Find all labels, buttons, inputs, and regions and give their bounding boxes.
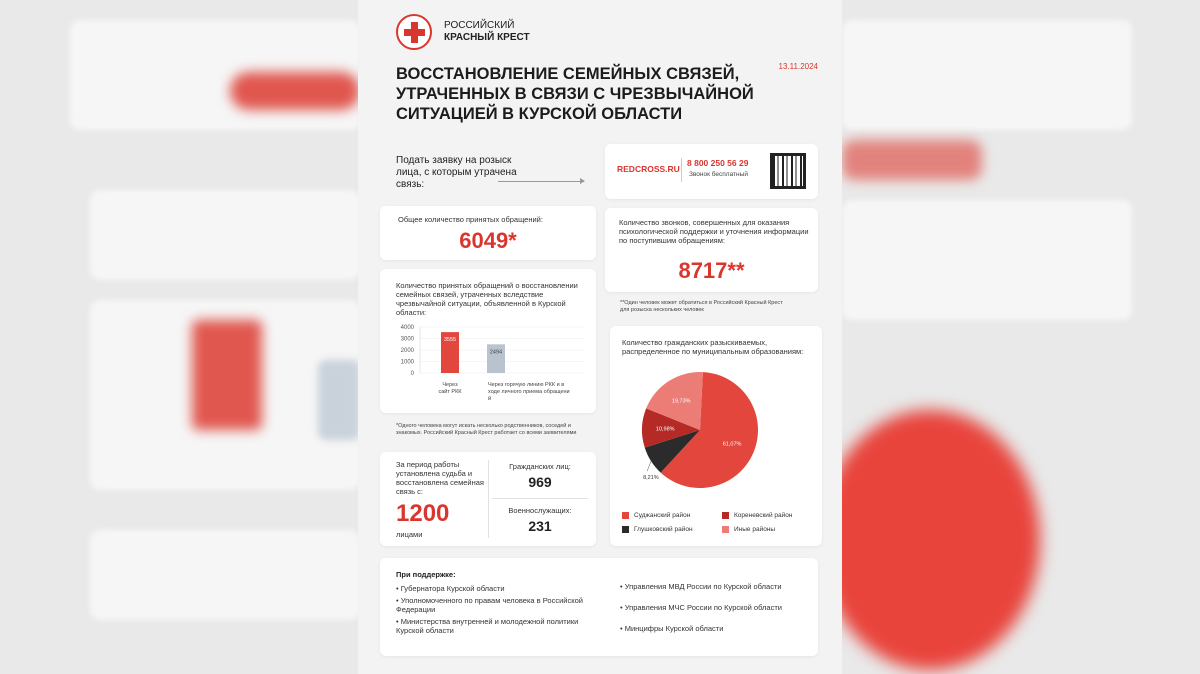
y-tick-label: 1000 <box>400 359 414 366</box>
bar-value-label: 2494 <box>489 349 503 356</box>
qr-code-icon[interactable] <box>770 153 806 189</box>
total-requests-label: Общее количество принятых обращений: <box>398 215 543 224</box>
pie-value-label: 19,73% <box>671 398 691 405</box>
civil-label: Гражданских лиц: <box>509 462 571 471</box>
legend-swatch <box>722 512 729 519</box>
y-tick-label: 4000 <box>400 325 414 331</box>
x-tick-label: Через горячую линию РКК и в <box>488 382 565 388</box>
divider <box>681 158 682 182</box>
calls-value: 8717** <box>678 258 745 283</box>
support-title: При поддержке: <box>396 570 456 579</box>
hotline-phone[interactable]: 8 800 250 56 29 <box>687 158 749 168</box>
military-label: Военнослужащих: <box>508 506 572 515</box>
legend-swatch <box>622 526 629 533</box>
arrow-right-icon <box>498 181 584 182</box>
pie-value-label: 10,98% <box>655 426 675 433</box>
infographic-sheet <box>358 0 842 674</box>
org-name-line2: КРАСНЫЙ КРЕСТ <box>444 32 530 43</box>
military-value: 231 <box>528 518 552 534</box>
restored-card <box>380 452 596 546</box>
blurred-bar <box>318 360 360 440</box>
blurred-card <box>90 530 360 620</box>
hotline-note: Звонок бесплатный <box>689 171 748 178</box>
blurred-card <box>842 200 1132 320</box>
blurred-pie <box>820 410 1040 670</box>
blurred-card <box>90 190 360 280</box>
x-tick-label: й <box>488 396 492 402</box>
legend-item <box>722 526 775 533</box>
apply-text: Подать заявку на розыск лица, с которым утрачена связь: <box>396 155 517 190</box>
legend-label: Иные районы <box>734 526 776 533</box>
support-card <box>380 558 818 656</box>
bar-chart-card <box>380 269 596 413</box>
support-item: • Минцифры Курской области <box>620 624 724 633</box>
website-link[interactable]: REDCROSS.RU <box>617 164 680 174</box>
y-tick-label: 3000 <box>400 336 414 343</box>
restored-value: 1200 <box>396 500 450 527</box>
page-title: ВОССТАНОВЛЕНИЕ СЕМЕЙНЫХ СВЯЗЕЙ, УТРАЧЕННЫХ В СВЯЗИ С ЧРЕЗВЫЧАЙНОЙ СИТУАЦИЕЙ В КУРСКОЙ ОБЛАСТИ <box>396 65 754 123</box>
legend-swatch <box>622 512 629 519</box>
restored-label: За период работы установлена судьба и восстановлена семейная связь с: <box>396 460 484 496</box>
civil-value: 969 <box>528 474 552 490</box>
legend-swatch <box>722 526 729 533</box>
calls-footnote: **Один человек может обратиться в Российский Красный Крест для розыска нескольких человек <box>620 300 783 313</box>
blurred-bar <box>192 320 262 430</box>
legend-item <box>622 512 690 519</box>
leader-line <box>647 461 651 471</box>
total-requests-value: 6049* <box>459 228 517 253</box>
pie-value-label: 61,07% <box>722 441 742 448</box>
total-requests-card <box>380 206 596 260</box>
x-tick-label: сайт РКК <box>438 389 462 395</box>
legend-label: Глушковский район <box>634 526 693 533</box>
legend-item <box>622 526 693 533</box>
x-tick-label: Через <box>442 382 458 388</box>
legend-item <box>722 512 792 519</box>
restored-unit: лицами <box>396 530 423 539</box>
bar-value-label: 3555 <box>443 337 457 344</box>
publication-date: 13.11.2024 <box>778 62 818 71</box>
blurred-card <box>842 20 1132 130</box>
divider <box>488 460 489 538</box>
support-item: • Губернатора Курской области <box>396 584 505 593</box>
pie-value-label: 8,21% <box>643 475 659 482</box>
calls-card <box>605 208 818 292</box>
red-cross-logo-icon <box>396 14 432 50</box>
x-tick-label: ходе личного приема обращени <box>488 389 570 395</box>
support-item: • Министерства внутренней и молодежной политики Курской области <box>396 617 579 635</box>
contacts-card <box>605 144 818 199</box>
pie-chart-label: Количество гражданских разыскиваемых, распределенное по муниципальным образованиям: <box>622 338 804 356</box>
divider <box>492 498 588 499</box>
support-item: • Управления МЧС России по Курской области <box>620 603 782 612</box>
legend-label: Кореневский район <box>734 512 793 519</box>
calls-label: Количество звонков, совершенных для оказания психологической поддержки и уточнения информации по поступившим обращениям: <box>619 218 809 245</box>
org-name <box>444 20 530 44</box>
org-name-line1: РОССИЙСКИЙ <box>444 20 515 31</box>
blurred-accent <box>842 140 982 180</box>
bar-chart <box>380 269 596 413</box>
blurred-accent <box>230 72 360 110</box>
bar-chart-label: Количество принятых обращений о восстановлении семейных связей, утраченных вследствие чрезвычайной ситуации, объявленной в Курской области: <box>396 281 578 317</box>
pie-chart-card <box>610 326 822 546</box>
y-tick-label: 2000 <box>400 348 414 354</box>
bar-chart-footnote: *Одного человека могут искать несколько родственников, соседей и знакомых. Российский Красный Крест работает со всеми заявителями <box>396 423 577 436</box>
support-item: • Управления МВД России по Курской области <box>620 582 782 591</box>
y-tick-label: 0 <box>410 371 414 377</box>
legend-label: Суджанский район <box>634 512 691 519</box>
support-item: • Уполномоченного по правам человека в Российской Федерации <box>396 596 583 614</box>
